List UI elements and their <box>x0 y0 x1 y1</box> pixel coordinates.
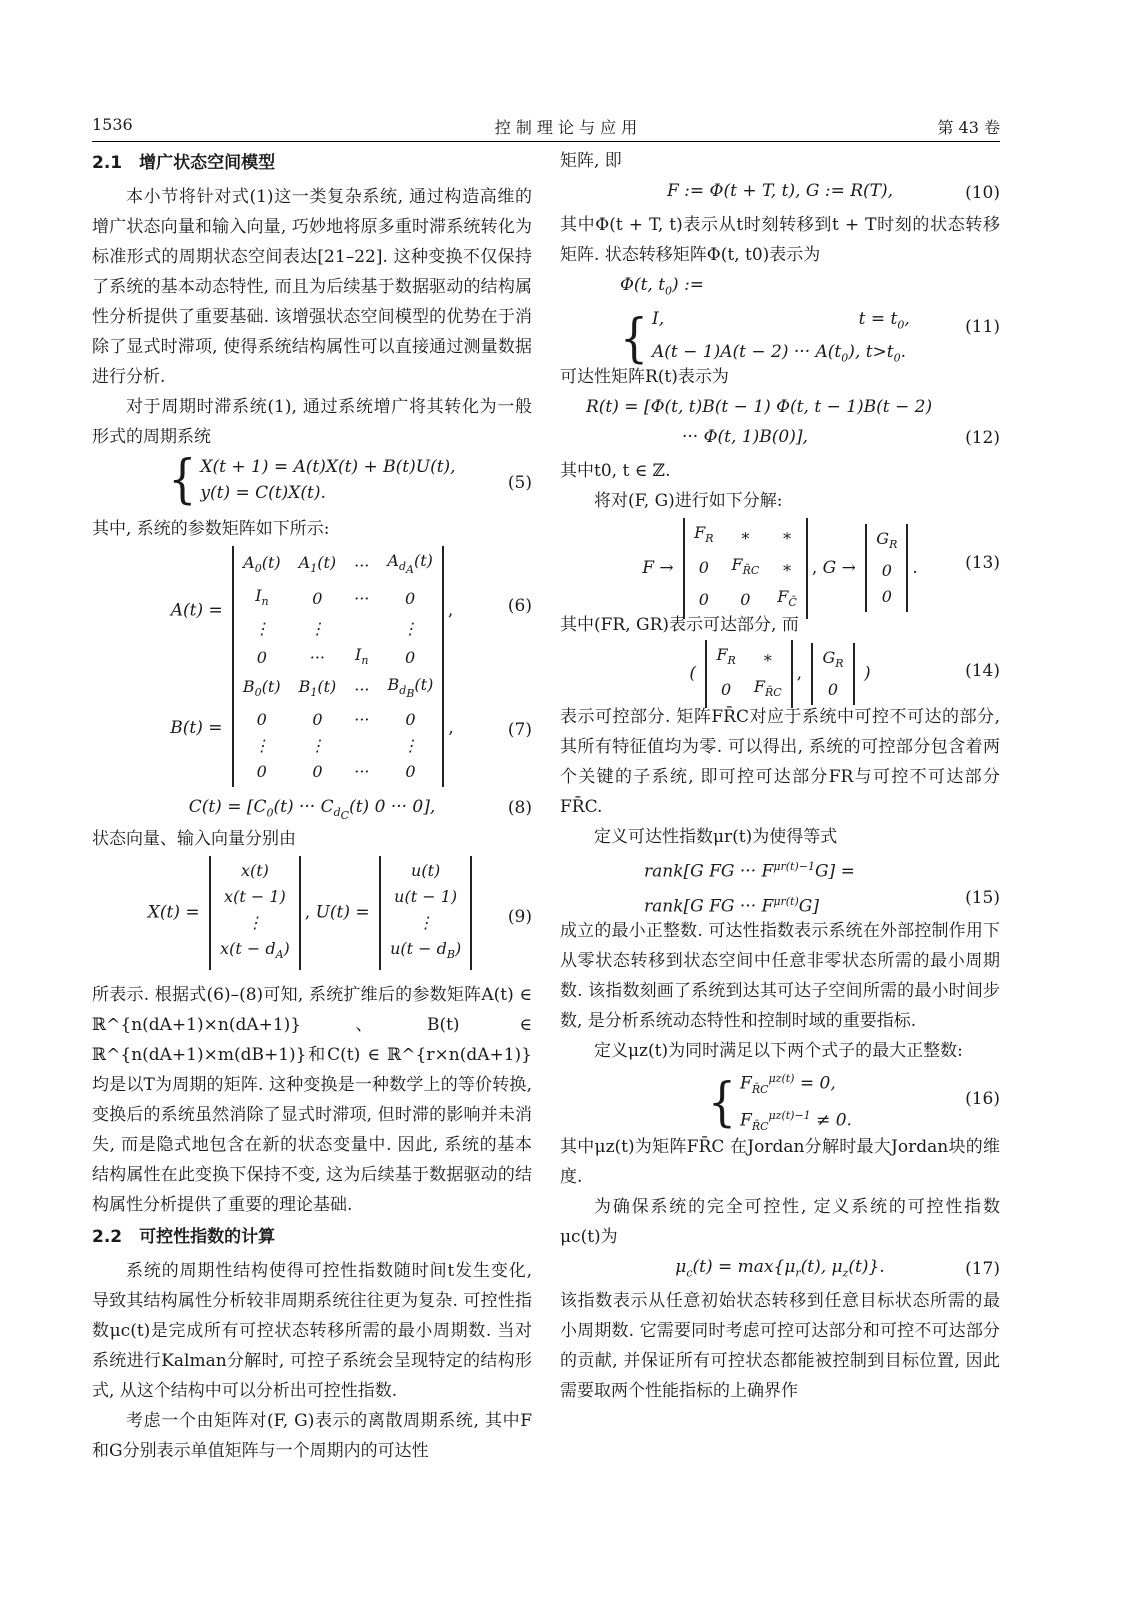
paragraph: 所表示. 根据式(6)–(8)可知, 系统扩维后的参数矩阵A(t) ∈ ℝ^{n(dA+1)×n(dA+1)}、B(t) ∈ ℝ^{n(dA+1)×m(dB+1)}和C(t) ∈ ℝ^{r×n(dA+1)}均是以T为周期的矩阵. 这种变换是一种数学上的等价转换, 变换后的系统虽然消除了显式时滞项, 但时滞的影响并未消失, 而是隐式地包含在新的状态变量中. 因此, 系统的基本结构属性在此变换下保持不变, 这为后续基于数据驱动的结构属性分析提供了重要的理论基础. <box>92 985 532 1215</box>
page-number: 1536 <box>92 115 133 134</box>
paragraph: 定义可达性指数μr(t)为使得等式 <box>594 827 838 847</box>
equation-number: (14) <box>965 661 1000 681</box>
equation-number: (17) <box>965 1259 1000 1279</box>
equation-9: X(t) = x(t) x(t − 1) ⋮ $x(t - d_A)$, U(t) = u(t) u(t − 1) ⋮ $u(t - d_B)$ (9) <box>92 854 532 980</box>
paragraph: 状态向量、输入向量分别由 <box>92 829 296 849</box>
paragraph: 本小节将针对式(1)这一类复杂系统, 通过构造高维的增广状态向量和输入向量, 巧妙地将原多重时滞系统转化为标准形式的周期状态空间表达[21–22]. 这种变换不仅保持了系统的基本动态特性, 而且为后续基于数据驱动的结构属性分析提供了重要基础. 该增强状态空间模型的优势在于消除了显式时滞项, 使得系统结构属性可以直接通过测量数据进行分析. <box>92 187 532 387</box>
right-column <box>560 146 1000 1406</box>
paragraph: 其中μz(t)为矩阵FR̄C 在Jordan分解时最大Jordan块的维度. <box>560 1137 1000 1187</box>
equation-13: $F \to F_R$ ∗ ∗ 0 $F_{R̄C}$ ∗ 0 0 $F_{C̄}$, $G \to G_R$ 0 0. (13) <box>560 516 1000 610</box>
paragraph: 为确保系统的完全可控性, 定义系统的可控性指数μc(t)为 <box>560 1197 1000 1247</box>
equation-11: Φ(t, $t_0$) := { I, $t = t_0$, A(t − 1)A(t − 2) ··· $A(t_0)$, $t>t_0$. (11) <box>620 275 1000 369</box>
equation-7: $B(t) = B_0(t)$ $B_1(t)$ ··· $B_{d_B}(t)$ 0 0 ··· 0 ⋮ ⋮ ⋮ 0 0 ··· 0, (7) <box>92 668 532 792</box>
equation-8: $C(t) = [C_0(t)$ ··· $C_{d_C}(t)$ 0 ··· 0], (8) <box>92 792 532 824</box>
equation-number: (11) <box>965 317 1000 338</box>
equation-number: (9) <box>507 907 532 927</box>
equation-number: (16) <box>965 1089 1000 1109</box>
equation-15: rank[G FG ··· $F^{\mu r(t)-1}G$] = rank[G FG ··· $F^{\mu r(t)}G$] (15) <box>644 860 1000 917</box>
equation-12: R(t) = [Φ(t, t)B(t − 1) Φ(t, t − 1)B(t − 2) ··· Φ(t, 1)B(0)], (12) <box>560 392 1000 456</box>
paragraph: 其中(FR, GR)表示可达部分, 而 <box>560 615 799 635</box>
left-column <box>92 146 532 1466</box>
equation-14: ( $F_R$ ∗ 0 $F_{R̄C}$, $G_R$ 0 ) (14) <box>560 640 1000 702</box>
paragraph: 成立的最小正整数. 可达性指数表示系统在外部控制作用下从零状态转移到状态空间中任意非零状态所需的最小周期数. 该指数刻画了系统到达其可达子空间所需的最小时间步数, 是分析系统动态特性和控制时域的重要指标. <box>560 921 1000 1031</box>
paragraph: 定义μz(t)为同时满足以下两个式子的最大正整数: <box>594 1041 963 1061</box>
equation-6: $A(t) = A_0(t)$ $A_1(t)$ ··· $A_{d_A}(t)$ $I_n$ 0 ··· 0 ⋮ ⋮ ⋮ 0 ··· $I_n$ 0, (6) <box>92 544 532 668</box>
equation-10: F := Φ(t + T, t), G := R(T), (10) <box>560 176 1000 210</box>
header-rule <box>92 141 1000 142</box>
paragraph: 其中, 系统的参数矩阵如下所示: <box>92 519 330 539</box>
section-2-2-title: 2.2 可控性指数的计算 <box>92 1227 276 1247</box>
paragraph: 该指数表示从任意初始状态转移到任意目标状态所需的最小周期数. 它需要同时考虑可控可达部分和可控不可达部分的贡献, 并保证所有可控状态都能被控制到目标位置, 因此需要取两个性能指标的上确界作 <box>560 1291 1000 1401</box>
section-2-1-title: 2.1 增广状态空间模型 <box>92 153 276 173</box>
paragraph: 考虑一个由矩阵对(F, G)表示的离散周期系统, 其中F和G分别表示单值矩阵与一个周期内的可达性 <box>92 1411 532 1461</box>
equation-number: (7) <box>507 720 532 740</box>
paragraph: 系统的周期性结构使得可控性指数随时间t发生变化, 导致其结构属性分析较非周期系统往往更为复杂. 可控性指数μc(t)是完成所有可控状态转移所需的最小周期数. 当对系统进行Kalman分解时, 可控子系统会呈现特定的结构形式, 从这个结构中可以分析出可控性指数. <box>92 1261 532 1401</box>
equation-number: (10) <box>965 183 1000 203</box>
equation-16: { $F_{R̄C}^{\mu z(t)} = 0$, $F_{R̄C}^{\mu z(t)-1} \ne 0$. (16) <box>708 1071 1000 1134</box>
equation-number: (13) <box>965 553 1000 573</box>
equation-number: (5) <box>507 473 532 493</box>
paragraph: 可达性矩阵R(t)表示为 <box>560 367 729 387</box>
paragraph: 将对(F, G)进行如下分解: <box>594 491 783 511</box>
equation-number: (12) <box>965 428 1000 449</box>
paragraph: 对于周期时滞系统(1), 通过系统增广将其转化为一般形式的周期系统 <box>92 397 532 447</box>
paragraph: 表示可控部分. 矩阵FR̄C对应于系统中可控不可达的部分, 其所有特征值均为零. 可以得出, 系统的可控部分包含着两个关键的子系统, 即可控可达部分FR与可控不可达部分FR̄C. <box>560 707 1000 817</box>
equation-17: $\mu_c(t) = \max\{\mu_r(t)$, $\mu_z(t)$}. (17) <box>560 1252 1000 1286</box>
paragraph: 矩阵, 即 <box>560 151 622 171</box>
equation-number: (15) <box>965 888 1000 909</box>
paragraph: 其中Φ(t + T, t)表示从t时刻转移到t + T时刻的状态转移矩阵. 状态转移矩阵Φ(t, t0)表示为 <box>560 215 1000 265</box>
paragraph: 其中t0, t ∈ ℤ. <box>560 461 671 481</box>
journal-title: 控 制 理 论 与 应 用 <box>494 118 638 137</box>
equation-number: (8) <box>507 798 532 818</box>
equation-5: { X(t + 1) = A(t)X(t) + B(t)U(t), y(t) = C(t)X(t). (5) <box>168 448 532 510</box>
volume-label: 第 43 卷 <box>937 118 1000 137</box>
equation-number: (6) <box>507 596 532 616</box>
